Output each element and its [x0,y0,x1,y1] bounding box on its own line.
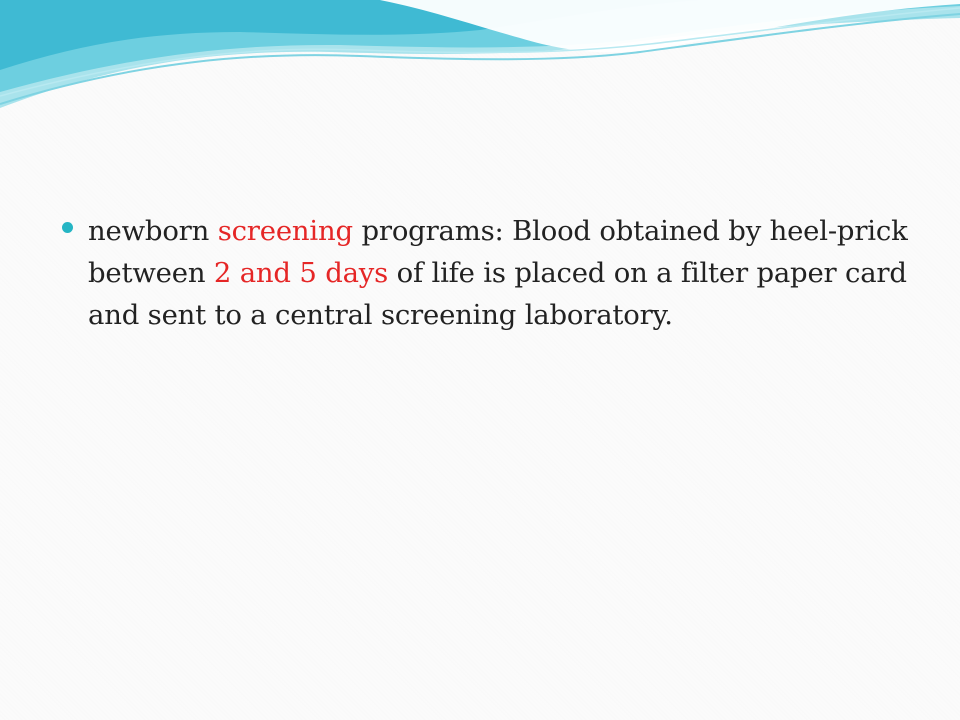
highlight-days: 2 and 5 days [213,257,389,289]
highlight-screening: screening [217,215,353,247]
bullet-text-part2: programs: Blood obtained by heel-prick between [88,215,908,289]
decorative-wave-header [0,0,960,120]
bullet-list [62,210,912,336]
bullet-item [62,210,912,336]
bullet-dot-icon [62,222,73,233]
bullet-text-part1: newborn [88,215,218,247]
bullet-text-part3: of life is placed on a filter paper card and sent to a central screening laboratory. [88,257,907,331]
